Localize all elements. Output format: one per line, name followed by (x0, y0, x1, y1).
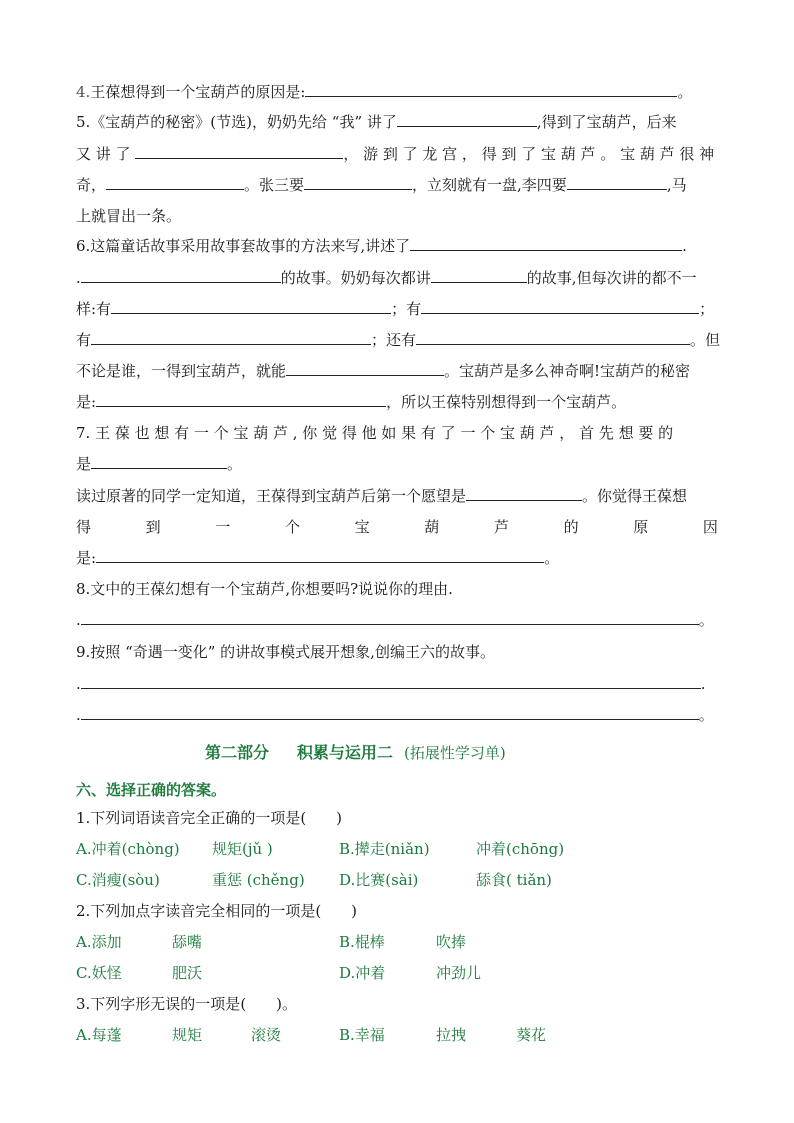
text: 。 (698, 706, 714, 724)
text: . (76, 611, 81, 629)
answer-blank[interactable] (421, 299, 699, 314)
text: 有 (76, 331, 92, 349)
option-c2[interactable]: 重惩 (chěng) (212, 871, 305, 889)
text: . (682, 237, 687, 255)
char: 个 (284, 518, 300, 536)
answer-blank[interactable] (431, 268, 527, 283)
answer-blank[interactable] (91, 330, 371, 345)
char: 葫 (424, 518, 440, 536)
question-7-line-1: 7. 王 葆 也 想 有 一 个 宝 葫 芦 , 你 觉 得 他 如 果 有 了 一 个 宝 葫 芦 ， 首 先 想 要 的 (76, 424, 674, 442)
question-5-line-1 (76, 112, 677, 132)
answer-blank[interactable] (410, 236, 682, 251)
question-6-line-3 (76, 299, 714, 319)
section-heading (205, 740, 506, 763)
mc-question-3: 3.下列字形无误的一项是( )。 (76, 995, 298, 1013)
question-9-answer-line-1 (76, 674, 706, 694)
answer-blank[interactable] (106, 175, 244, 190)
answer-blank[interactable] (305, 82, 677, 97)
text: 读过原著的同学一定知道，王葆得到宝葫芦后第一个愿望是 (76, 487, 467, 505)
text: 是: (76, 393, 97, 411)
char: 原 (633, 518, 649, 536)
text: . (700, 675, 706, 693)
question-7-line-2 (76, 454, 242, 474)
question-7-line-4 (76, 517, 718, 537)
answer-blank[interactable] (81, 268, 281, 283)
char: 得 (76, 518, 92, 536)
char: 的 (563, 518, 579, 536)
option-a2[interactable]: 规矩 (172, 1026, 203, 1044)
answer-blank[interactable] (96, 548, 544, 563)
text: 是: (76, 549, 97, 567)
option-a3[interactable]: 滚烫 (251, 1026, 282, 1044)
answer-blank[interactable] (304, 175, 412, 190)
char: 一 (215, 518, 231, 536)
question-7-line-5 (76, 548, 559, 568)
answer-blank[interactable] (81, 674, 701, 689)
text: 。宝葫芦是多么神奇啊!宝葫芦的秘密 (444, 362, 691, 380)
question-7-line-3 (76, 486, 687, 506)
mc-question-2: 2.下列加点字读音完全相同的一项是( ) (76, 902, 358, 920)
question-8-answer-line (76, 610, 714, 630)
text: ； (699, 300, 715, 318)
text: 样:有 (76, 300, 112, 318)
punct: 。 (677, 83, 693, 101)
question-text: 王葆想得到一个宝葫芦的原因是: (90, 83, 306, 101)
text: 。你觉得王葆想 (582, 487, 688, 505)
question-9-answer-line-2 (76, 705, 714, 725)
text: ,得到了宝葫芦，后来 (536, 113, 677, 131)
question-5-line-4: 上就冒出一条。 (76, 207, 182, 225)
question-6-line-2 (76, 268, 697, 288)
answer-blank[interactable] (96, 392, 386, 407)
option-b2[interactable]: 吹捧 (436, 933, 467, 951)
text: 。张三要 (244, 176, 305, 194)
answer-blank[interactable] (81, 610, 699, 625)
option-a2[interactable]: 舔嘴 (172, 933, 203, 951)
char: 到 (145, 518, 161, 536)
question-6-line-1 (76, 236, 687, 256)
question-6-line-5 (76, 361, 690, 381)
text: ，所以王葆特别想得到一个宝葫芦。 (386, 393, 627, 411)
section-subtitle: 积累与运用二 (296, 743, 393, 762)
option-b1[interactable]: B.幸福 (339, 1026, 385, 1044)
text: ；有 (391, 300, 422, 318)
text: . (76, 675, 81, 693)
option-c1[interactable]: C.妖怪 (76, 964, 122, 982)
text: ,马 (666, 176, 687, 194)
question-4 (76, 82, 692, 102)
char: 宝 (354, 518, 370, 536)
text: 。 (544, 549, 560, 567)
answer-blank[interactable] (286, 361, 444, 376)
char: 芦 (493, 518, 509, 536)
answer-blank[interactable] (567, 175, 667, 190)
answer-blank[interactable] (416, 330, 690, 345)
question-9: 9.按照 “奇遇一变化” 的讲故事模式展开想象,创编王六的故事。 (76, 643, 495, 661)
text: . (76, 269, 81, 287)
option-d2[interactable]: 冲劲儿 (436, 964, 482, 982)
option-a1[interactable]: A.添加 (76, 933, 122, 951)
question-5-line-3 (76, 175, 687, 195)
text: 的故事,但每次讲的都不一 (526, 269, 697, 287)
text: 5.《宝葫芦的秘密》(节选)，奶奶先给 “我” 讲了 (76, 113, 397, 131)
option-a2[interactable]: 规矩(jǔ ) (212, 840, 273, 858)
text: 不论是谁，一得到宝葫芦，就能 (76, 362, 287, 380)
question-number: 4. (76, 83, 91, 101)
option-a1[interactable]: A.每蓬 (76, 1026, 122, 1044)
text: 。 (698, 611, 714, 629)
option-d2[interactable]: 舔食( tiǎn) (476, 871, 552, 889)
text: 。但 (690, 331, 721, 349)
option-d1[interactable]: D.冲着 (339, 964, 386, 982)
option-c2[interactable]: 肥沃 (172, 964, 203, 982)
text: ，立刻就有一盘,李四要 (412, 176, 567, 194)
option-b1[interactable]: B.棍棒 (339, 933, 385, 951)
text: 6.这篇童话故事采用故事套故事的方法来写,讲述了 (76, 237, 411, 255)
option-b1[interactable]: B.撵走(niǎn) (339, 840, 430, 858)
answer-blank[interactable] (135, 144, 343, 159)
question-6-line-6 (76, 392, 626, 412)
answer-blank[interactable] (91, 454, 227, 469)
answer-blank[interactable] (466, 486, 582, 501)
question-8: 8.文中的王葆幻想有一个宝葫芦,你想要吗?说说你的理由. (76, 580, 453, 598)
question-5-line-2 (76, 144, 714, 164)
text: 奇， (76, 176, 107, 194)
text: 又 讲 了 (76, 145, 131, 163)
option-b2[interactable]: 拉拽 (436, 1026, 467, 1044)
char: 因 (702, 518, 718, 536)
text: 。 (227, 455, 243, 473)
text: ， 游 到 了 龙 宫 ， 得 到 了 宝 葫 芦 。 宝 葫 芦 很 神 (343, 145, 715, 163)
part-6-heading: 六、选择正确的答案。 (76, 781, 227, 799)
section-title: 第二部分 (205, 743, 270, 762)
answer-blank[interactable] (397, 112, 537, 127)
answer-blank[interactable] (111, 299, 391, 314)
option-a1[interactable]: A.冲着(chòng) (76, 840, 180, 858)
text: ；还有 (371, 331, 417, 349)
option-d1[interactable]: D.比赛(sài) (339, 871, 419, 889)
text: 的故事。奶奶每次都讲 (280, 269, 431, 287)
option-c1[interactable]: C.消瘦(sòu) (76, 871, 160, 889)
question-6-line-4 (76, 330, 720, 350)
option-b3[interactable]: 葵花 (516, 1026, 547, 1044)
answer-blank[interactable] (81, 705, 699, 720)
section-note: (拓展性学习单) (404, 744, 506, 762)
text: 是 (76, 455, 92, 473)
option-b2[interactable]: 冲着(chōng) (476, 840, 565, 858)
mc-question-1: 1.下列词语读音完全正确的一项是( ) (76, 809, 343, 827)
text: . (76, 706, 81, 724)
